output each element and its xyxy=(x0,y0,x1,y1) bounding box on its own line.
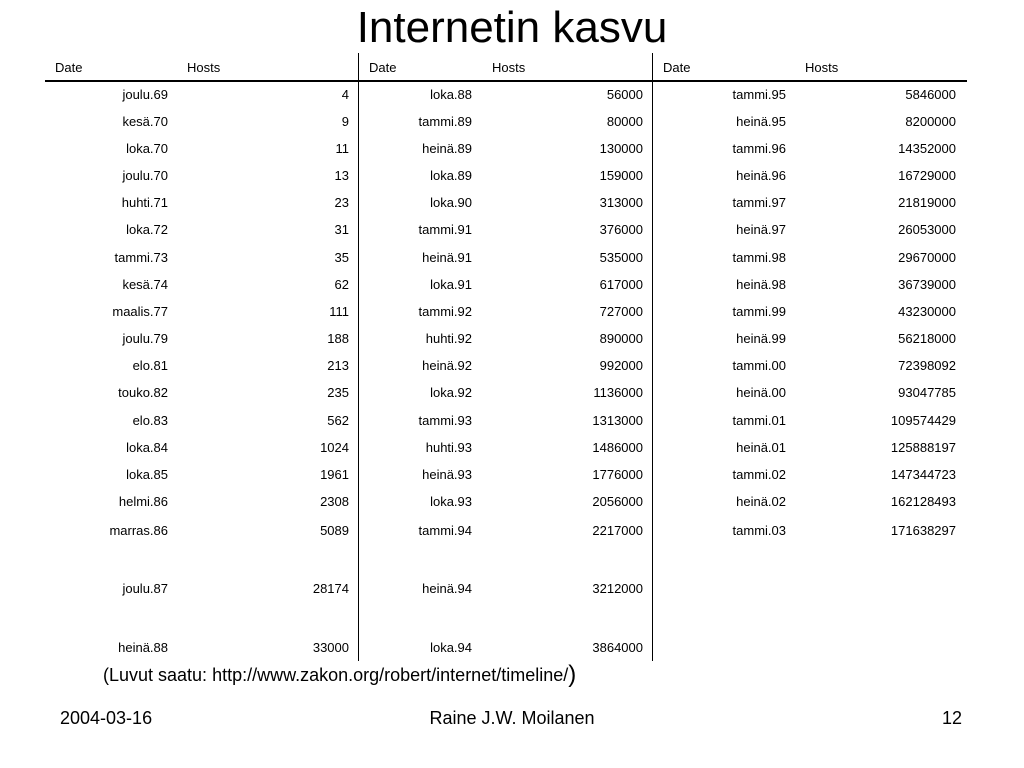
table-cell-hosts: 33000 xyxy=(312,640,349,655)
column-header-date: Date xyxy=(369,60,397,75)
table-cell-date: joulu.87 xyxy=(122,581,168,596)
table-cell-hosts: 3864000 xyxy=(592,640,643,655)
table-cell-hosts: 26053000 xyxy=(898,222,956,237)
table-cell-hosts: 1136000 xyxy=(593,385,643,400)
table-cell-date: tammi.95 xyxy=(732,87,786,102)
table-cell-hosts: 376000 xyxy=(599,222,643,237)
table-cell-date: tammi.96 xyxy=(732,141,786,156)
table-cell-hosts: 43230000 xyxy=(898,304,956,319)
table-cell-date: heinä.95 xyxy=(736,114,786,129)
table-cell-date: heinä.92 xyxy=(422,358,472,373)
footer-author: Raine J.W. Moilanen xyxy=(429,708,595,728)
table-cell-date: joulu.70 xyxy=(122,168,168,183)
hosts-table xyxy=(45,53,967,661)
table-cell-date: tammi.92 xyxy=(418,304,472,319)
table-cell-hosts: 5089 xyxy=(320,523,349,538)
table-cell-date: huhti.71 xyxy=(121,195,168,210)
table-cell-date: heinä.89 xyxy=(422,141,472,156)
table-cell-date: touko.82 xyxy=(118,385,168,400)
table-cell-hosts: 29670000 xyxy=(898,250,956,265)
table-cell-date: heinä.02 xyxy=(736,494,786,509)
table-cell-date: tammi.01 xyxy=(732,413,786,428)
table-cell-date: heinä.91 xyxy=(422,250,472,265)
table-cell-date: tammi.98 xyxy=(732,250,786,265)
table-cell-hosts: 56218000 xyxy=(898,331,956,346)
table-cell-hosts: 4 xyxy=(341,87,349,102)
table-cell-date: tammi.89 xyxy=(418,114,472,129)
table-cell-date: tammi.93 xyxy=(418,413,472,428)
table-cell-date: joulu.79 xyxy=(122,331,168,346)
table-cell-date: tammi.94 xyxy=(418,523,472,538)
table-cell-date: heinä.98 xyxy=(736,277,786,292)
table-cell-hosts: 21819000 xyxy=(898,195,956,210)
table-cell-date: heinä.88 xyxy=(118,640,168,655)
table-cell-hosts: 562 xyxy=(327,413,349,428)
column-header-hosts: Hosts xyxy=(492,60,526,75)
table-cell-hosts: 188 xyxy=(327,331,349,346)
table-cell-date: huhti.92 xyxy=(425,331,472,346)
table-cell-date: kesä.70 xyxy=(122,114,168,129)
table-cell-hosts: 727000 xyxy=(599,304,643,319)
table-cell-hosts: 80000 xyxy=(606,114,643,129)
footer-page-number: 12 xyxy=(941,708,962,728)
table-cell-date: loka.94 xyxy=(430,640,472,655)
table-cell-date: tammi.03 xyxy=(732,523,786,538)
table-cell-hosts: 125888197 xyxy=(890,440,956,455)
table-cell-date: tammi.00 xyxy=(732,358,786,373)
table-cell-date: maalis.77 xyxy=(112,304,168,319)
table-cell-date: elo.81 xyxy=(132,358,168,373)
table-cell-hosts: 1313000 xyxy=(592,413,643,428)
table-cell-hosts: 992000 xyxy=(599,358,643,373)
table-cell-hosts: 171638297 xyxy=(890,523,956,538)
table-cell-hosts: 1024 xyxy=(320,440,349,455)
source-note-text: (Luvut saatu: http://www.zakon.org/robert/internet/timeline/ xyxy=(103,665,569,685)
table-cell-hosts: 28174 xyxy=(312,581,349,596)
column-header-hosts: Hosts xyxy=(805,60,839,75)
table-cell-hosts: 235 xyxy=(327,385,349,400)
table-cell-hosts: 93047785 xyxy=(898,385,956,400)
table-cell-date: tammi.73 xyxy=(114,250,168,265)
table-cell-hosts: 3212000 xyxy=(592,581,643,596)
table-cell-date: loka.93 xyxy=(430,494,472,509)
table-cell-hosts: 56000 xyxy=(606,87,643,102)
source-note xyxy=(103,662,576,688)
table-cell-hosts: 162128493 xyxy=(890,494,956,509)
table-cell-hosts: 1961 xyxy=(320,467,349,482)
table-cell-hosts: 2308 xyxy=(320,494,349,509)
column-divider xyxy=(358,53,359,661)
table-cell-hosts: 111 xyxy=(329,304,349,319)
table-cell-hosts: 36739000 xyxy=(898,277,956,292)
table-cell-date: loka.70 xyxy=(126,141,168,156)
source-note-close: ) xyxy=(568,661,577,688)
table-cell-date: heinä.99 xyxy=(736,331,786,346)
table-cell-hosts: 72398092 xyxy=(898,358,956,373)
table-cell-date: loka.85 xyxy=(126,467,168,482)
table-cell-hosts: 159000 xyxy=(599,168,643,183)
table-cell-hosts: 23 xyxy=(334,195,349,210)
table-cell-hosts: 9 xyxy=(341,114,349,129)
table-cell-hosts: 535000 xyxy=(599,250,643,265)
table-cell-date: kesä.74 xyxy=(122,277,168,292)
table-cell-date: heinä.94 xyxy=(422,581,472,596)
table-cell-hosts: 16729000 xyxy=(898,168,956,183)
table-cell-hosts: 13 xyxy=(334,168,349,183)
table-cell-hosts: 2056000 xyxy=(592,494,643,509)
table-cell-hosts: 130000 xyxy=(599,141,643,156)
table-cell-hosts: 14352000 xyxy=(898,141,956,156)
header-rule xyxy=(45,80,967,82)
table-cell-hosts: 617000 xyxy=(599,277,643,292)
table-cell-hosts: 890000 xyxy=(599,331,643,346)
table-cell-date: tammi.91 xyxy=(418,222,472,237)
table-cell-hosts: 35 xyxy=(334,250,349,265)
table-cell-hosts: 62 xyxy=(334,277,349,292)
column-header-date: Date xyxy=(55,60,83,75)
table-cell-hosts: 31 xyxy=(334,222,349,237)
table-cell-date: marras.86 xyxy=(109,523,168,538)
table-cell-date: heinä.96 xyxy=(736,168,786,183)
table-cell-date: loka.91 xyxy=(430,277,472,292)
table-cell-date: joulu.69 xyxy=(122,87,168,102)
table-cell-hosts: 8200000 xyxy=(905,114,956,129)
table-cell-date: helmi.86 xyxy=(118,494,168,509)
table-cell-hosts: 2217000 xyxy=(592,523,643,538)
table-cell-date: huhti.93 xyxy=(425,440,472,455)
table-cell-date: heinä.97 xyxy=(736,222,786,237)
table-cell-date: loka.92 xyxy=(430,385,472,400)
slide-title: Internetin kasvu xyxy=(356,3,668,52)
column-header-date: Date xyxy=(663,60,691,75)
table-cell-hosts: 11 xyxy=(335,141,349,156)
table-cell-date: loka.72 xyxy=(126,222,168,237)
table-cell-hosts: 313000 xyxy=(599,195,643,210)
table-cell-hosts: 5846000 xyxy=(905,87,956,102)
table-cell-hosts: 213 xyxy=(327,358,349,373)
table-cell-date: elo.83 xyxy=(132,413,168,428)
column-header-hosts: Hosts xyxy=(187,60,221,75)
table-cell-date: loka.89 xyxy=(430,168,472,183)
table-cell-date: heinä.01 xyxy=(736,440,786,455)
footer-date: 2004-03-16 xyxy=(60,708,153,728)
table-cell-hosts: 1486000 xyxy=(592,440,643,455)
table-cell-date: heinä.00 xyxy=(736,385,786,400)
table-cell-date: loka.88 xyxy=(430,87,472,102)
table-cell-hosts: 1776000 xyxy=(592,467,643,482)
column-divider xyxy=(652,53,653,661)
table-cell-date: heinä.93 xyxy=(422,467,472,482)
table-cell-hosts: 109574429 xyxy=(890,413,956,428)
table-cell-date: tammi.97 xyxy=(732,195,786,210)
table-cell-hosts: 147344723 xyxy=(890,467,956,482)
table-cell-date: loka.84 xyxy=(126,440,168,455)
table-cell-date: loka.90 xyxy=(430,195,472,210)
table-cell-date: tammi.99 xyxy=(732,304,786,319)
table-cell-date: tammi.02 xyxy=(732,467,786,482)
